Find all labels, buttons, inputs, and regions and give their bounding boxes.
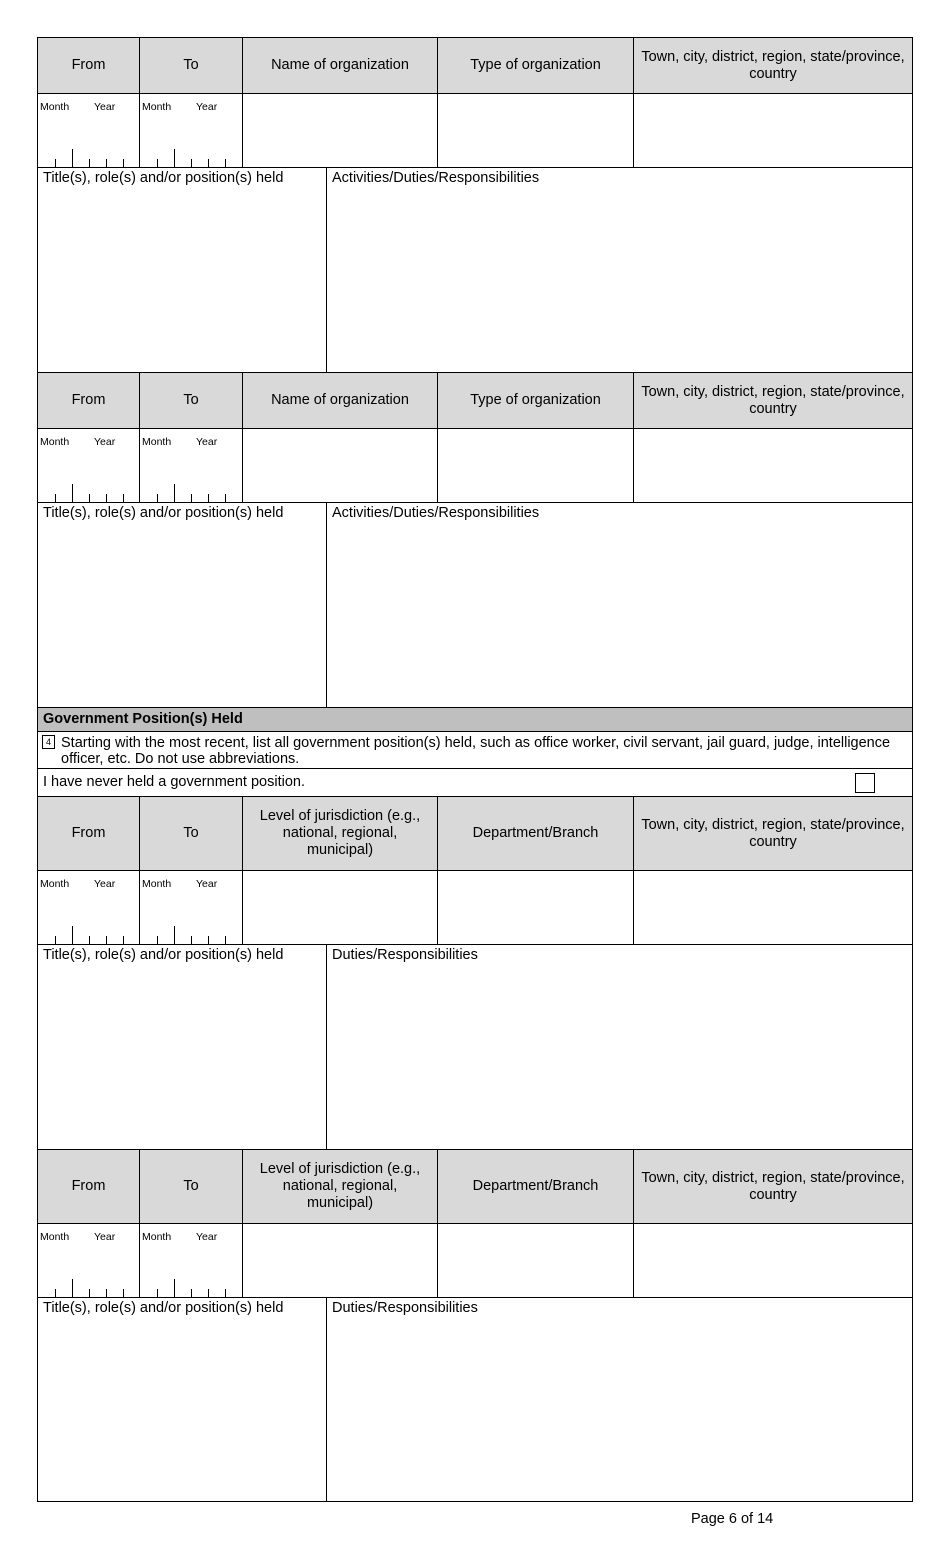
department-header: Department/Branch (438, 797, 634, 870)
org-type-field[interactable] (438, 94, 634, 167)
location-header: Town, city, district, region, state/province, country (641, 816, 905, 850)
title-field[interactable] (38, 1298, 327, 1501)
from-date-field[interactable] (38, 871, 140, 944)
duties-field[interactable] (327, 945, 912, 1149)
title-field[interactable] (38, 945, 327, 1149)
month-label: Month (40, 878, 70, 890)
gov-entry-2 (37, 1149, 913, 1502)
org-name-field[interactable] (243, 94, 438, 167)
from-date-field[interactable] (38, 1224, 140, 1297)
date-tick (72, 926, 73, 944)
year-label: Year (94, 1231, 116, 1243)
date-tick (157, 936, 158, 944)
date-tick (123, 159, 124, 167)
org-name-header: Name of organization (243, 38, 438, 93)
date-tick (208, 1289, 209, 1297)
duties-label: Duties/Responsibilities (332, 1300, 478, 1316)
duties-field[interactable] (327, 1298, 912, 1501)
title-label: Title(s), role(s) and/or position(s) held (43, 947, 284, 963)
date-comb (38, 147, 139, 167)
from-header: From (38, 38, 140, 93)
instruction-text: Starting with the most recent, list all government position(s) held, such as office worker, civil servant, jail guard, judge, intelligence officer, etc. Do not use abbreviations. (61, 735, 891, 767)
location-field[interactable] (634, 429, 912, 502)
never-held-checkbox[interactable] (855, 773, 875, 793)
to-date-field[interactable] (140, 429, 243, 502)
form-page (37, 37, 913, 1502)
org-type-header: Type of organization (438, 38, 634, 93)
month-label: Month (142, 436, 172, 448)
date-tick (55, 1289, 56, 1297)
year-label: Year (196, 1231, 218, 1243)
date-tick (106, 159, 107, 167)
date-tick (123, 936, 124, 944)
month-label: Month (40, 101, 70, 113)
org-header-row (37, 372, 913, 428)
date-tick (89, 1289, 90, 1297)
year-label: Year (196, 101, 218, 113)
month-label: Month (142, 878, 172, 890)
date-tick (191, 494, 192, 502)
org-input-row (37, 428, 913, 502)
jurisdiction-field[interactable] (243, 871, 438, 944)
date-tick (174, 149, 175, 167)
date-tick (106, 936, 107, 944)
date-tick (89, 936, 90, 944)
date-tick (123, 494, 124, 502)
date-tick (55, 159, 56, 167)
date-tick (208, 159, 209, 167)
department-header: Department/Branch (438, 1150, 634, 1223)
location-header: Town, city, district, region, state/province, country (641, 383, 905, 417)
activities-field[interactable] (327, 168, 912, 372)
jurisdiction-header: Level of jurisdiction (e.g., national, regional, municipal) (243, 797, 438, 870)
gov-section-title: Government Position(s) Held (37, 707, 913, 731)
date-tick (191, 1289, 192, 1297)
never-held-label: I have never held a government position. (43, 774, 305, 790)
date-tick (72, 149, 73, 167)
from-date-field[interactable] (38, 94, 140, 167)
date-tick (72, 1279, 73, 1297)
gov-duties-row (37, 944, 913, 1149)
month-label: Month (142, 1231, 172, 1243)
gov-header-row (37, 1149, 913, 1223)
org-input-row (37, 93, 913, 167)
date-comb (38, 1277, 139, 1297)
gov-input-row (37, 1223, 913, 1297)
question-number: 4 (42, 735, 55, 749)
title-label: Title(s), role(s) and/or position(s) held (43, 170, 284, 186)
year-label: Year (94, 101, 116, 113)
date-comb (38, 924, 139, 944)
date-tick (123, 1289, 124, 1297)
to-date-field[interactable] (140, 871, 243, 944)
gov-instruction (37, 731, 913, 768)
org-entry-1 (37, 37, 913, 372)
date-tick (89, 159, 90, 167)
date-tick (225, 936, 226, 944)
title-field[interactable] (38, 503, 327, 707)
year-label: Year (94, 436, 116, 448)
date-tick (208, 494, 209, 502)
gov-duties-row (37, 1297, 913, 1502)
date-tick (106, 494, 107, 502)
date-tick (225, 1289, 226, 1297)
date-tick (55, 936, 56, 944)
date-tick (174, 926, 175, 944)
duties-label: Duties/Responsibilities (332, 947, 478, 963)
gov-header-row (37, 796, 913, 870)
to-date-field[interactable] (140, 1224, 243, 1297)
date-tick (89, 494, 90, 502)
date-comb (140, 482, 242, 502)
to-date-field[interactable] (140, 94, 243, 167)
department-field[interactable] (438, 871, 634, 944)
jurisdiction-header: Level of jurisdiction (e.g., national, regional, municipal) (243, 1150, 438, 1223)
location-header: Town, city, district, region, state/province, country (641, 1169, 905, 1203)
gov-entry-1 (37, 796, 913, 1149)
from-header: From (38, 797, 140, 870)
date-tick (208, 936, 209, 944)
date-comb (140, 147, 242, 167)
location-field[interactable] (634, 1224, 912, 1297)
activities-label: Activities/Duties/Responsibilities (332, 505, 540, 521)
year-label: Year (94, 878, 116, 890)
department-field[interactable] (438, 1224, 634, 1297)
month-label: Month (40, 436, 70, 448)
date-tick (55, 494, 56, 502)
year-label: Year (196, 878, 218, 890)
from-header: From (38, 1150, 140, 1223)
page-number: Page 6 of 14 (691, 1511, 774, 1527)
date-tick (174, 1279, 175, 1297)
date-tick (225, 494, 226, 502)
org-type-field[interactable] (438, 429, 634, 502)
date-tick (157, 159, 158, 167)
org-name-header: Name of organization (243, 373, 438, 428)
location-field[interactable] (634, 94, 912, 167)
date-tick (72, 484, 73, 502)
org-header-row (37, 37, 913, 93)
never-held-row (37, 768, 913, 796)
to-header: To (140, 1150, 243, 1223)
to-header: To (140, 373, 243, 428)
date-tick (191, 936, 192, 944)
org-duties-row (37, 502, 913, 707)
title-label: Title(s), role(s) and/or position(s) held (43, 1300, 284, 1316)
date-tick (106, 1289, 107, 1297)
from-header: From (38, 373, 140, 428)
title-label: Title(s), role(s) and/or position(s) held (43, 505, 284, 521)
org-name-field[interactable] (243, 429, 438, 502)
gov-input-row (37, 870, 913, 944)
to-header: To (140, 797, 243, 870)
date-comb (140, 1277, 242, 1297)
org-type-header: Type of organization (438, 373, 634, 428)
location-field[interactable] (634, 871, 912, 944)
org-entry-2 (37, 372, 913, 707)
year-label: Year (196, 436, 218, 448)
date-tick (225, 159, 226, 167)
date-comb (38, 482, 139, 502)
date-tick (157, 494, 158, 502)
date-tick (157, 1289, 158, 1297)
from-date-field[interactable] (38, 429, 140, 502)
activities-field[interactable] (327, 503, 912, 707)
org-duties-row (37, 167, 913, 372)
to-header: To (140, 38, 243, 93)
jurisdiction-field[interactable] (243, 1224, 438, 1297)
month-label: Month (40, 1231, 70, 1243)
date-tick (191, 159, 192, 167)
location-header: Town, city, district, region, state/province, country (641, 48, 905, 82)
month-label: Month (142, 101, 172, 113)
title-field[interactable] (38, 168, 327, 372)
activities-label: Activities/Duties/Responsibilities (332, 170, 540, 186)
date-tick (174, 484, 175, 502)
date-comb (140, 924, 242, 944)
